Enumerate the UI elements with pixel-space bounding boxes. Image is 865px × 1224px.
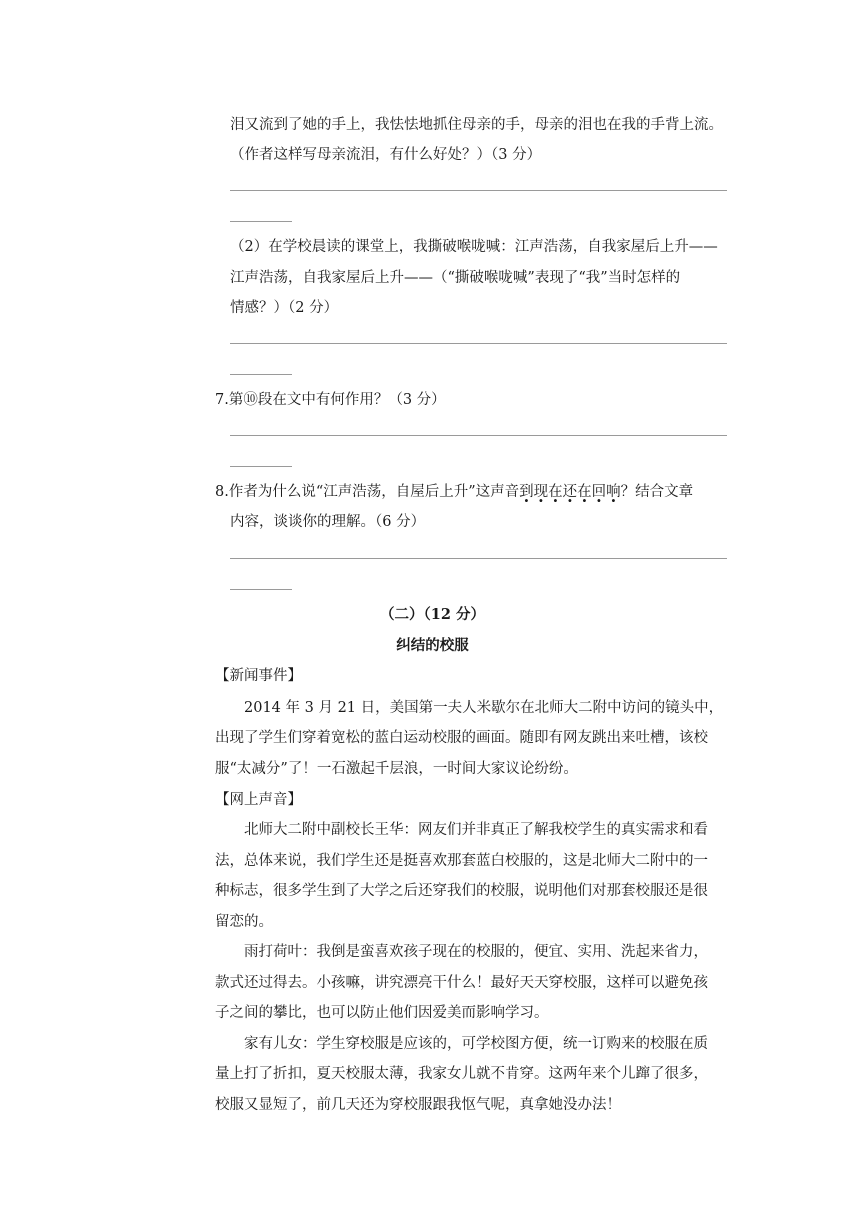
voice1-line: 种标志，很多学生到了大学之后还穿我们的校服，说明他们对那套校服还是很 (215, 883, 708, 899)
answer-line (230, 343, 727, 344)
q6-part2-line1: （2）在学校晨读的课堂上，我撕破喉咙喊：江声浩荡，自我家屋后上升—— (230, 239, 718, 255)
q7-question: 7.第⑩段在文中有何作用？（3 分） (215, 392, 446, 408)
q8-question-line1 (215, 482, 693, 502)
emphasis-char: 到 (519, 484, 534, 500)
emphasis-char: 现 (533, 484, 549, 500)
answer-line (230, 374, 292, 375)
q8-suffix: ？结合文章 (620, 484, 694, 500)
q6-part1-question: （作者这样写母亲流泪，有什么好处？）（3 分） (230, 147, 542, 163)
answer-line (230, 558, 727, 559)
emphasis-char: 响 (606, 484, 621, 500)
q6-part1-line1: 泪又流到了她的手上，我怯怯地抓住母亲的手，母亲的泪也在我的手背上流。 (230, 117, 723, 133)
online-voices-label: 【网上声音】 (215, 792, 302, 808)
voice2-line: 雨打荷叶：我倒是蛮喜欢孩子现在的校服的，便宜、实用、洗起来省力， (244, 944, 708, 960)
voice2-line: 款式还过得去。小孩嘛，讲究漂亮干什么！最好天天穿校服，这样可以避免孩 (215, 975, 708, 991)
answer-line (230, 190, 727, 191)
answer-line (230, 435, 727, 436)
section-heading: （二）（12 分） (380, 606, 485, 623)
news-paragraph-line: 服“太减分”了！一石激起千层浪，一时间大家议论纷纷。 (215, 761, 578, 777)
voice1-line: 法，总体来说，我们学生还是挺喜欢那套蓝白校服的，这是北师大二附中的一 (215, 853, 708, 869)
voice2-line: 子之间的攀比，也可以防止他们因爱美而影响学习。 (215, 1005, 549, 1021)
emphasis-char: 回 (591, 484, 607, 500)
emphasis-char: 在 (577, 484, 592, 500)
news-paragraph-line: 出现了学生们穿着宽松的蓝白运动校服的画面。随即有网友跳出来吐槽，该校 (215, 730, 708, 746)
voice3-line: 校服又显短了，前几天还为穿校服跟我怄气呢，真拿她没办法！ (215, 1097, 621, 1113)
emphasis-char: 在 (548, 484, 563, 500)
voice1-line: 北师大二附中副校长王华：网友们并非真正了解我校学生的真实需求和看 (244, 822, 708, 838)
q6-part2-line3: 情感？）（2 分） (230, 300, 339, 316)
voice3-line: 量上打了折扣，夏天校服太薄，我家女儿就不肯穿。这两年来个儿蹿了很多， (215, 1066, 708, 1082)
answer-line (230, 466, 292, 467)
q6-part2-line2: 江声浩荡，自我家屋后上升——（“撕破喉咙喊”表现了“我”当时怎样的 (230, 270, 681, 286)
voice3-line: 家有儿女：学生穿校服是应该的，可学校图方便，统一订购来的校服在质 (244, 1036, 708, 1052)
news-event-label: 【新闻事件】 (215, 668, 302, 684)
q8-prefix: 8.作者为什么说“江声浩荡，自屋后上升”这声音 (215, 484, 520, 500)
emphasis-char: 还 (562, 484, 578, 500)
answer-line (230, 221, 292, 222)
news-paragraph-line: 2014 年 3 月 21 日，美国第一夫人米歇尔在北师大二附中访问的镜头中， (244, 700, 724, 716)
answer-line (230, 589, 292, 590)
voice1-line: 留恋的。 (215, 914, 273, 930)
article-title: 纠结的校服 (396, 637, 469, 654)
q8-question-line2: 内容，谈谈你的理解。（6 分） (230, 514, 426, 530)
